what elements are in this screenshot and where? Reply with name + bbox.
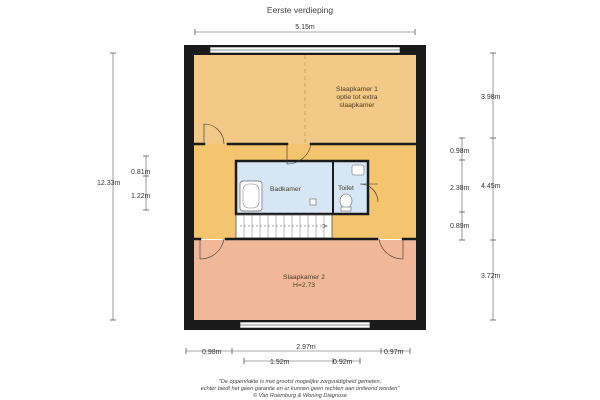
dimension-bottom-1-label: 0.98m [202,349,222,356]
dimension-right-inner [450,138,470,240]
disclaimer-line-2: echter biedt het geen garantie en er kunnen geen rechten aan ontleend worden" [200,386,400,392]
dimension-top [195,24,415,35]
bathroom-block [236,161,368,214]
dimension-left-total [97,53,121,320]
dimension-top-label: 5.15m [295,24,315,31]
bedroom-1-label: Slaapkamer 1 [336,86,378,93]
dimension-left-inner [131,156,151,210]
dimension-right-inner-3-label: 0.89m [450,223,470,230]
bedroom-2-height: H=2.73 [292,282,316,289]
disclaimer-line-1: "De oppervlakte is met grootst mogelijke zorgvuldigheid gemeten, [218,379,382,385]
dimension-right-outer-3-label: 3.72m [481,273,501,280]
dimension-right-outer-2-label: 4.45m [481,183,501,190]
dimension-bottom-sub-2-label: 0.92m [333,359,353,366]
dimension-bottom [186,344,410,366]
toilet-fixture [340,194,352,208]
dimension-right-outer [481,53,501,320]
dimension-right-inner-1-label: 0.98m [450,148,470,155]
bathroom-label: Badkamer [270,186,301,193]
sink-fixture [352,165,364,175]
bedroom-1-note-2: slaapkamer [339,102,375,109]
dimension-left-upper-label: 0.81m [131,169,151,176]
disclaimer [201,379,401,399]
bedroom-1-note-1: optie tot extra [336,94,378,101]
dimension-left-total-label: 12.33m [97,180,121,187]
dimension-right-inner-2-label: 2.38m [450,185,470,192]
dimension-bottom-3-label: 0.97m [384,349,404,356]
dimension-bottom-2-label: 2.97m [296,344,316,351]
plan-title: Eerste verdieping [266,5,334,15]
toilet-label: Toilet [338,185,354,192]
staircase [236,215,332,238]
copyright-line: © Van Roemburg & Woning Diagnose [252,393,348,399]
bedroom-2-label: Slaapkamer 2 [283,274,325,281]
dimension-right-outer-1-label: 3.98m [481,94,501,101]
dimension-bottom-sub-1-label: 1.92m [270,359,290,366]
dimension-left-lower-label: 1.22m [131,193,151,200]
